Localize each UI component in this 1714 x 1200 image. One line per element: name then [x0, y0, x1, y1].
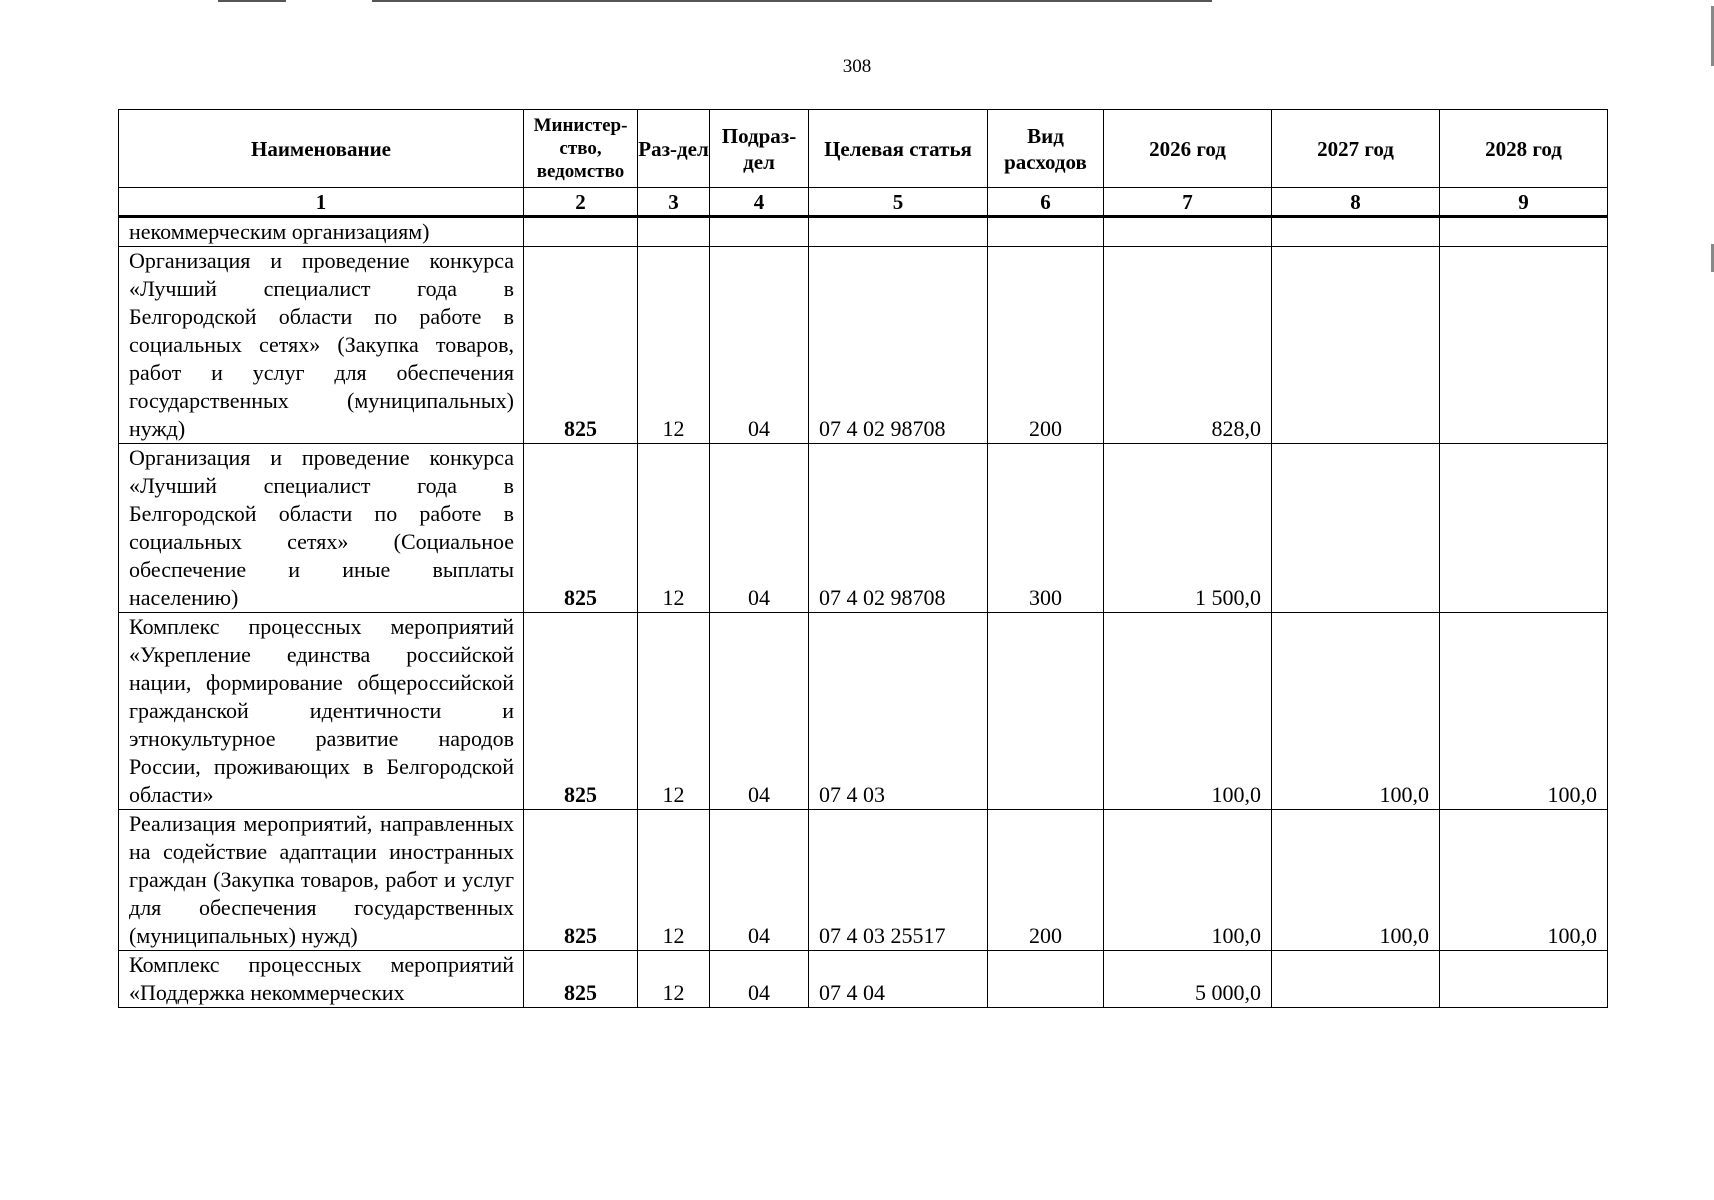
header-expense-type: Вид расходов [988, 110, 1104, 188]
row-expense-type: 300 [988, 444, 1104, 613]
row-expense-type [988, 613, 1104, 810]
table-row [119, 444, 1608, 613]
row-section: 12 [638, 247, 710, 444]
row-amount-2026: 5 000,0 [1104, 951, 1272, 1008]
header-year-2027: 2027 год [1272, 110, 1440, 188]
header-ministry: Министер-ство, ведомство [524, 110, 638, 188]
table-row [119, 247, 1608, 444]
row-target-article: 07 4 02 98708 [809, 247, 988, 444]
column-number: 8 [1272, 188, 1440, 217]
row-subsection: 04 [710, 444, 809, 613]
row-name: Организация и проведение конкурса «Лучший специалист года в Белгородской области по работе в социальных сетях» (Социальное обеспечение и иные выплаты населению) [119, 444, 524, 613]
row-ministry: 825 [524, 444, 638, 613]
row-amount-2026: 100,0 [1104, 810, 1272, 951]
row-subsection: 04 [710, 613, 809, 810]
row-amount-2028: 100,0 [1440, 810, 1608, 951]
header-target-article: Целевая статья [809, 110, 988, 188]
column-number: 6 [988, 188, 1104, 217]
row-amount-2028 [1440, 951, 1608, 1008]
scan-edge-line-right [372, 0, 1212, 2]
row-amount-2027 [1272, 217, 1440, 247]
row-target-article: 07 4 02 98708 [809, 444, 988, 613]
column-number: 4 [710, 188, 809, 217]
column-number: 3 [638, 188, 710, 217]
row-ministry [524, 217, 638, 247]
row-section: 12 [638, 951, 710, 1008]
column-number: 9 [1440, 188, 1608, 217]
row-name: Реализация мероприятий, направленных на содействие адаптации иностранных граждан (Закупка товаров, работ и услуг для обеспечения государственных (муниципальных) нужд) [119, 810, 524, 951]
table-row [119, 810, 1608, 951]
row-amount-2028 [1440, 444, 1608, 613]
column-number: 2 [524, 188, 638, 217]
row-ministry: 825 [524, 810, 638, 951]
header-year-2028: 2028 год [1440, 110, 1608, 188]
row-ministry: 825 [524, 247, 638, 444]
row-subsection: 04 [710, 951, 809, 1008]
row-expense-type [988, 951, 1104, 1008]
header-name: Наименование [119, 110, 524, 188]
column-number: 5 [809, 188, 988, 217]
row-amount-2028 [1440, 247, 1608, 444]
row-amount-2026: 1 500,0 [1104, 444, 1272, 613]
column-number: 7 [1104, 188, 1272, 217]
row-target-article: 07 4 03 [809, 613, 988, 810]
row-expense-type: 200 [988, 810, 1104, 951]
header-row [119, 110, 1608, 188]
row-amount-2026 [1104, 217, 1272, 247]
header-year-2026: 2026 год [1104, 110, 1272, 188]
table-row [119, 951, 1608, 1008]
row-expense-type: 200 [988, 247, 1104, 444]
row-section [638, 217, 710, 247]
table-row [119, 217, 1608, 247]
row-name: Комплекс процессных мероприятий «Укрепление единства российской нации, формирование общероссийской гражданской идентичности и этнокультурное развитие народов России, проживающих в Белгородской области» [119, 613, 524, 810]
row-name: Организация и проведение конкурса «Лучший специалист года в Белгородской области по работе в социальных сетях» (Закупка товаров, работ и услуг для обеспечения государственных (муниципальных) нужд) [119, 247, 524, 444]
page-number: 308 [842, 56, 872, 77]
row-subsection [710, 217, 809, 247]
row-name: Комплекс процессных мероприятий «Поддержка некоммерческих [119, 951, 524, 1008]
row-subsection: 04 [710, 247, 809, 444]
table-row [119, 613, 1608, 810]
header-section: Раз-дел [638, 110, 710, 188]
row-amount-2027 [1272, 951, 1440, 1008]
row-amount-2027 [1272, 247, 1440, 444]
row-amount-2027: 100,0 [1272, 613, 1440, 810]
row-name: некоммерческим организациям) [119, 217, 524, 247]
row-target-article: 07 4 04 [809, 951, 988, 1008]
row-ministry: 825 [524, 951, 638, 1008]
budget-table [118, 109, 1608, 1008]
row-section: 12 [638, 613, 710, 810]
row-amount-2028: 100,0 [1440, 613, 1608, 810]
column-number-row [119, 188, 1608, 217]
row-section: 12 [638, 444, 710, 613]
row-amount-2026: 828,0 [1104, 247, 1272, 444]
row-expense-type [988, 217, 1104, 247]
header-subsection: Подраз-дел [710, 110, 809, 188]
row-target-article [809, 217, 988, 247]
row-amount-2028 [1440, 217, 1608, 247]
row-subsection: 04 [710, 810, 809, 951]
column-number: 1 [119, 188, 524, 217]
scan-edge-line-left [218, 0, 286, 2]
row-amount-2027: 100,0 [1272, 810, 1440, 951]
row-section: 12 [638, 810, 710, 951]
row-amount-2026: 100,0 [1104, 613, 1272, 810]
row-ministry: 825 [524, 613, 638, 810]
row-target-article: 07 4 03 25517 [809, 810, 988, 951]
row-amount-2027 [1272, 444, 1440, 613]
